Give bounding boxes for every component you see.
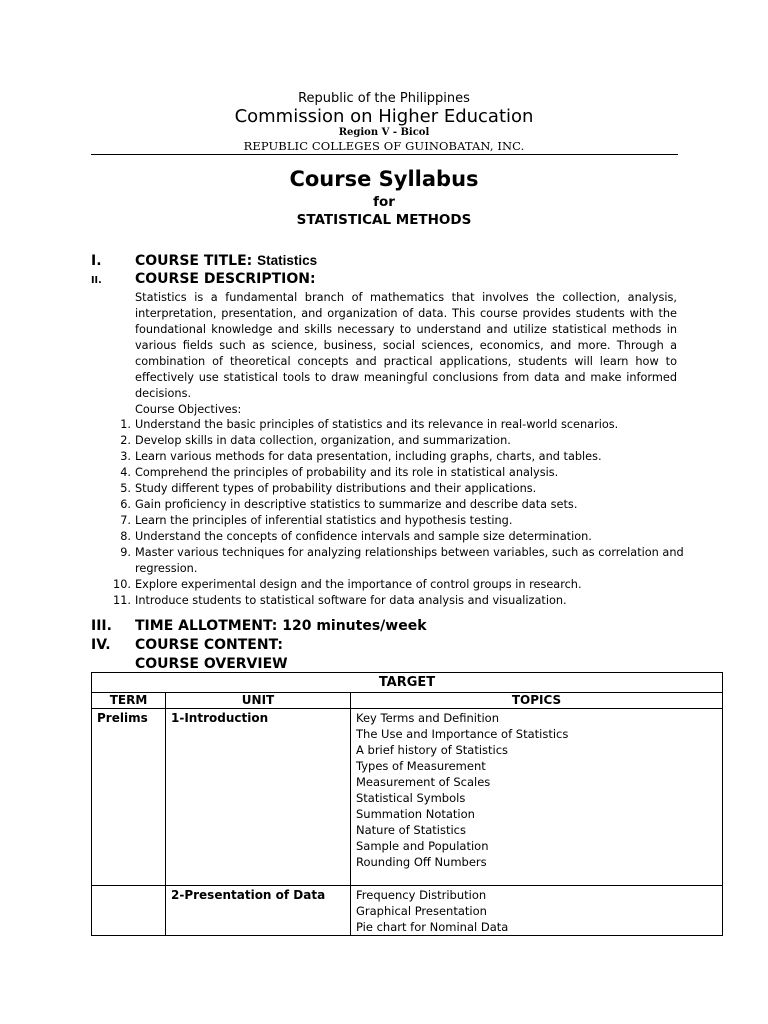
table-row — [92, 886, 723, 936]
topic-item: Frequency Distribution — [356, 888, 487, 902]
objective-number: 3. — [120, 450, 131, 463]
objective-item — [91, 593, 691, 609]
course-title-value: Statistics — [257, 253, 318, 268]
objective-item — [91, 513, 691, 529]
section-number: II. — [91, 275, 102, 286]
objective-text: Explore experimental design and the importance of control groups in research. — [135, 578, 582, 591]
objective-text: Develop skills in data collection, organization, and summarization. — [135, 434, 511, 447]
topic-item: Graphical Presentation — [356, 904, 487, 918]
section-number: III. — [91, 618, 112, 634]
objective-text: Introduce students to statistical software for data analysis and visualization. — [135, 594, 567, 607]
table-row — [92, 709, 723, 886]
topic-item: Statistical Symbols — [356, 791, 466, 805]
objective-text: Gain proficiency in descriptive statistics to summarize and describe data sets. — [135, 498, 578, 511]
term-cell: Prelims — [92, 709, 166, 886]
topic-item: Summation Notation — [356, 807, 475, 821]
objective-text: Study different types of probability distributions and their applications. — [135, 482, 537, 495]
objective-text: Understand the concepts of confidence intervals and sample size determination. — [135, 530, 592, 543]
course-description-label: COURSE DESCRIPTION: — [135, 271, 316, 287]
course-title-label: COURSE TITLE: — [135, 253, 253, 269]
objective-item — [91, 433, 691, 449]
objective-number: 4. — [120, 466, 131, 479]
objective-number: 2. — [120, 434, 131, 447]
objective-text: Comprehend the principles of probability and its role in statistical analysis. — [135, 466, 559, 479]
objectives-heading: Course Objectives: — [135, 403, 242, 416]
column-header-term: TERM — [92, 693, 166, 709]
objective-text: Master various techniques for analyzing relationships between variables, such as correlation and regression. — [135, 546, 684, 575]
course-overview-label: COURSE OVERVIEW — [135, 656, 288, 672]
header-agency: Commission on Higher Education — [234, 106, 534, 127]
topic-item: Types of Measurement — [356, 759, 486, 773]
topic-item: Sample and Population — [356, 839, 489, 853]
objective-item — [91, 481, 691, 497]
section-number: IV. — [91, 637, 111, 653]
objective-number: 5. — [120, 482, 131, 495]
document-title: Course Syllabus — [289, 167, 479, 191]
topic-item: Rounding Off Numbers — [356, 855, 487, 869]
objective-number: 7. — [120, 514, 131, 527]
objective-item — [91, 529, 691, 545]
column-header-unit: UNIT — [166, 693, 351, 709]
topic-item: Pie chart for Nominal Data — [356, 920, 509, 934]
course-description-text: Statistics is a fundamental branch of mathematics that involves the collection, analysis, interpretation, presentation, and organization of data. This course provides students with the foundational knowledge and skills necessary to understand and utilize statistical methods in various fields such as science, business, social sciences, economics, and more. Through a combination of theoretical concepts and practical applications, students will learn how to effectively use statistical tools to draw meaningful conclusions from data and make informed decisions. — [135, 291, 677, 400]
table-target-header: TARGET — [92, 673, 723, 693]
for-label: for — [373, 194, 395, 210]
objective-item — [91, 449, 691, 465]
objective-item — [91, 465, 691, 481]
objectives-list — [91, 417, 691, 609]
topic-item: Key Terms and Definition — [356, 711, 500, 725]
topic-item: A brief history of Statistics — [356, 743, 509, 757]
header-region: Region V - Bicol — [338, 127, 430, 138]
objective-number: 11. — [113, 594, 131, 607]
course-content-label: COURSE CONTENT: — [135, 637, 283, 653]
topics-cell — [351, 886, 723, 936]
objective-number: 9. — [120, 546, 131, 559]
objective-item — [91, 545, 691, 577]
section-number: I. — [91, 253, 102, 269]
column-header-topics: TOPICS — [351, 693, 723, 709]
objective-text: Understand the basic principles of statistics and its relevance in real-world scenarios. — [135, 418, 619, 431]
header-college: REPUBLIC COLLEGES OF GUINOBATAN, INC. — [243, 139, 525, 153]
time-allotment-label: TIME ALLOTMENT: 120 minutes/week — [135, 618, 427, 634]
topic-item: Measurement of Scales — [356, 775, 491, 789]
subject-title: STATISTICAL METHODS — [296, 212, 472, 228]
objective-number: 10. — [113, 578, 131, 591]
topic-item: Nature of Statistics — [356, 823, 466, 837]
header-divider — [91, 154, 678, 155]
objective-item — [91, 497, 691, 513]
objective-item — [91, 577, 691, 593]
unit-cell: 2-Presentation of Data — [166, 886, 351, 936]
objective-number: 1. — [120, 418, 131, 431]
header-republic: Republic of the Philippines — [298, 91, 470, 106]
topics-cell — [351, 709, 723, 886]
objective-number: 8. — [120, 530, 131, 543]
objective-item — [91, 417, 691, 433]
objective-text: Learn the principles of inferential statistics and hypothesis testing. — [135, 514, 513, 527]
objective-number: 6. — [120, 498, 131, 511]
unit-cell: 1-Introduction — [166, 709, 351, 886]
objective-text: Learn various methods for data presentation, including graphs, charts, and tables. — [135, 450, 602, 463]
topic-item: The Use and Importance of Statistics — [356, 727, 569, 741]
term-cell — [92, 886, 166, 936]
course-overview-table — [91, 672, 723, 936]
